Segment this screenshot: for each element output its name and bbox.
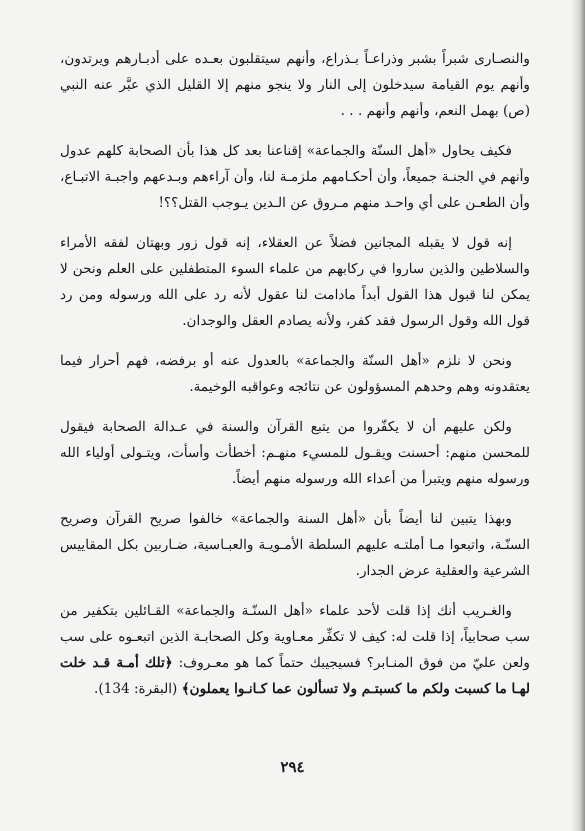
paragraph-3: إنه قول لا يقبله المجانين فضلاً عن العقلاء، إنه قول زور وبهتان لفقه الأمراء والسلاطين والذين ساروا في ركابهم من علماء السوء المتطفلين على العلم ونحن لا يمكن لنا قبول هذا القول أبداً مادامت لنا عقول لأنه رد على الله ورسوله ومن رد قول الله وقول الرسول فقد كفر، ولأنه يصادم العقل والوجدان. [60, 235, 530, 329]
paragraph-5: ولكن عليهم أن لا يكفّروا من يتبع القرآن والسنة في عـدالة الصحابة فيقول للمحسن منهم: أحسنت ويقـول للمسيء منهـم: أخطأت وأسأت، ويتـولى أولياء الله ورسوله منهم ويتبرأ من أعداء الله ورسوله منهم أيضاً. [60, 419, 530, 487]
quran-verse: ﴿تلك أمـة قـد خلت لهـا ما كسبت ولكم ما كسبتـم ولا تسألون عما كـانـوا يعملون﴾ [60, 655, 530, 697]
paragraph-7 [60, 598, 530, 702]
page-body [60, 46, 530, 716]
paragraph-6: وبهذا يتبين لنا أيضاً بأن «أهل السنة والجماعة» خالفوا صريح القرآن وصريح السنّـة، واتبعوا مـا أملتـه عليهم السلطة الأمـويـة والعبـاسية، ضـاربين بكل المقاييس الشرعية والعقلية عرض الجدار. [60, 511, 530, 579]
paragraph-7-text: والغـريب أنك إذا قلت لأحد علماء «أهل السنّـة والجماعة» القـائلين بتكفير من سب صحابياً، إذا قلت له: كيف لا تكفِّر معـاوية وكل الصحابـة الذين اتبعـوه على سب ولعن عليّ من فوق المنـابر؟ فسيجيبك حتماً كما هو معـروف: [60, 603, 530, 671]
page-number: ٢٩٤ [280, 758, 305, 776]
paragraph-4: ونحن لا نلزم «أهل السنّة والجماعة» بالعدول عنه أو برفضه، فهم أحرار فيما يعتقدونه وهم وحدهم المسؤولون عن نتائجه وعواقبه الوخيمة. [60, 353, 530, 395]
verse-citation: (البقرة: 134). [94, 681, 178, 697]
page-edge-shadow [571, 0, 585, 831]
paragraph-1: والنصـارى شبراً بشبر وذراعـاً بـذراع، وأنهم سيتقلبون بعـده على أدبـارهم ويرتدون، وأنهم يوم القيامة سيدخلون إلى النار ولا ينجو منهم إلا القليل الذي عبَّر عنه النبي (ص) بهمل النعم، وأنهم وأنهم . . . [60, 51, 530, 119]
paragraph-2: فكيف يحاول «أهل السنّة والجماعة» إقناعنا بعد كل هذا بأن الصحابة كلهم عدول وأنهم في الجنـة جميعاً، وأن أحكـامهم ملزمـة لنا، وأن آراءهم وبـدعهم واجبـة الاتبـاع، وأن الطعـن على أي واحـد منهم مـروق عن الـدين يـوجب القتل؟؟! [60, 143, 530, 211]
